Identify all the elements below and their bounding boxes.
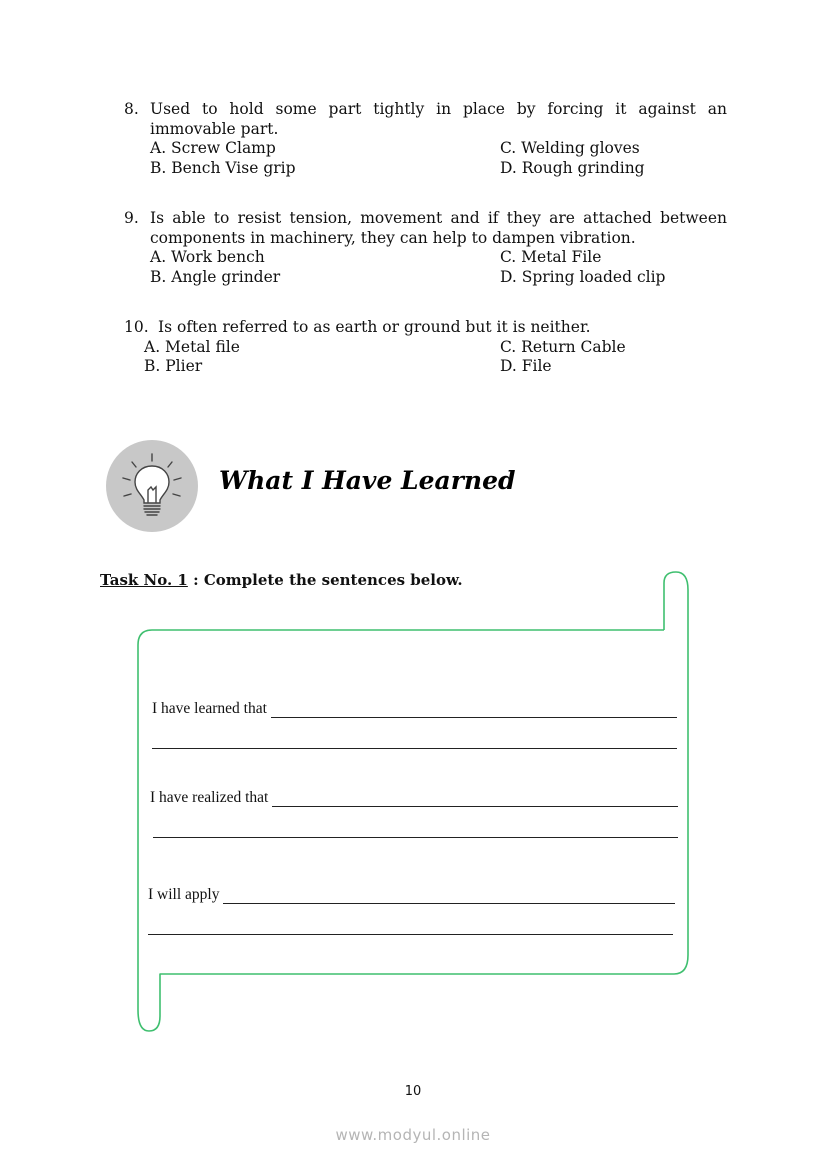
option-c: C. Welding gloves — [500, 139, 640, 157]
prompt-label: I have learned that — [152, 700, 267, 717]
option-a: A. Metal file — [144, 337, 240, 356]
option-a: A. Work bench — [150, 248, 265, 266]
section-title: What I Have Learned — [219, 466, 516, 495]
page-number: 10 — [404, 1084, 422, 1099]
task-instruction: : Complete the sentences below. — [187, 571, 463, 589]
option-b: B. Angle grinder — [150, 267, 281, 286]
watermark: www.modyul.online — [335, 1126, 491, 1144]
option-c: C. Metal File — [500, 248, 602, 266]
option-d: D. Spring loaded clip — [500, 267, 666, 286]
question-number: 10. — [124, 318, 149, 336]
answer-line[interactable] — [152, 748, 677, 749]
question-text: Is able to resist tension, movement and if they are attached between components in machinery, they can help to dampen vibration. — [150, 209, 727, 247]
question-text: Is often referred to as earth or ground but it is neither. — [158, 318, 591, 336]
option-d: D. File — [500, 357, 552, 375]
prompt-learned — [152, 700, 677, 718]
prompt-realized — [150, 789, 678, 807]
prompt-label: I will apply — [148, 886, 220, 903]
option-c: C. Return Cable — [500, 337, 626, 356]
answer-line[interactable] — [148, 934, 673, 935]
answer-line[interactable] — [271, 701, 677, 718]
answer-line[interactable] — [223, 887, 675, 904]
question-number: 9. — [124, 209, 139, 227]
question-text: Used to hold some part tightly in place by forcing it against an immovable part. — [150, 100, 727, 138]
task-label: Task No. 1 — [100, 571, 188, 589]
answer-line[interactable] — [153, 837, 678, 838]
option-d: D. Rough grinding — [500, 158, 645, 177]
option-b: B. Bench Vise grip — [150, 158, 296, 177]
question-number: 8. — [124, 100, 139, 118]
option-b: B. Plier — [144, 357, 203, 375]
prompt-apply — [148, 886, 675, 904]
prompt-label: I have realized that — [150, 789, 269, 806]
answer-line[interactable] — [272, 790, 678, 807]
option-a: A. Screw Clamp — [150, 139, 276, 157]
